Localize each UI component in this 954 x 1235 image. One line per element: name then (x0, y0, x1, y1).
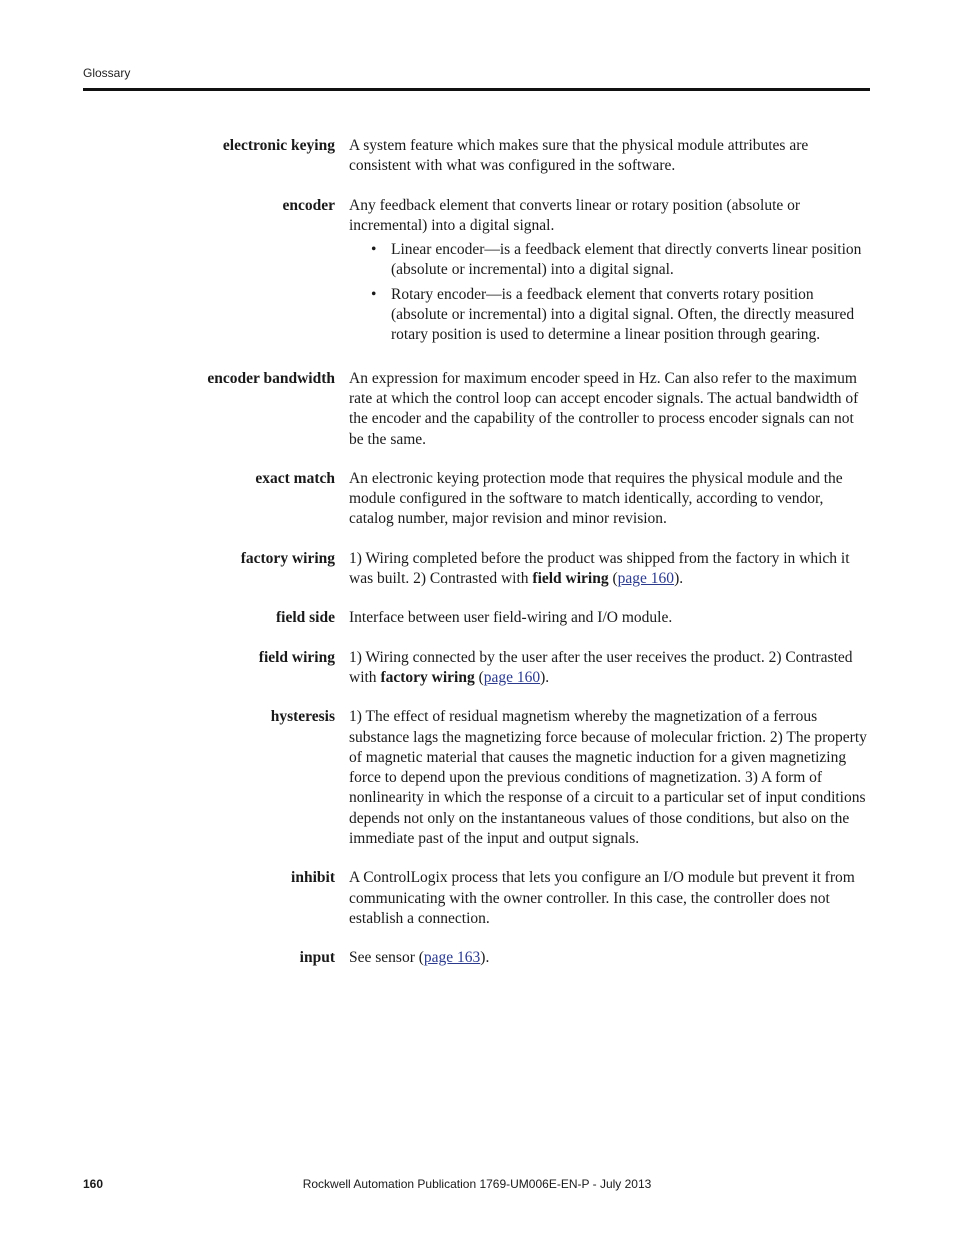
definition-text (349, 648, 870, 689)
definition (349, 369, 870, 450)
page-link[interactable]: page 163 (423, 949, 481, 967)
glossary-entry-encoder (83, 196, 870, 350)
definition-text: 1) The effect of residual magnetism whereby the magnetization of a ferrous substance lags the magnetizing force because of molecular friction. 2) The property of magnetic material that causes the magnetic induction for a given magnetizing force to depend upon the previous conditions of magnetization. 3) A form of nonlinearity in which the response of a circuit to a particular set of input conditions depends not only on the instantaneous values of those conditions, but also on the immediate past of the input and output signals. (349, 708, 867, 848)
glossary-entry-exact-match (83, 469, 870, 530)
header-rule (83, 88, 870, 91)
paren-close: ). (540, 668, 550, 686)
cross-reference-term: field wiring (532, 570, 609, 588)
glossary-entry-factory-wiring (83, 549, 870, 590)
page-link[interactable]: page 160 (617, 570, 675, 588)
term: input (299, 949, 335, 967)
glossary-entry-encoder-bandwidth (83, 369, 870, 450)
term: encoder bandwidth (207, 369, 335, 387)
definition-text-start: 1) Wiring completed before the product was shipped from the factory in which it was built. 2) Contrasted with (349, 549, 850, 588)
term: hysteresis (270, 708, 335, 726)
definition-text: A system feature which makes sure that the physical module attributes are consistent with what was configured in the software. (349, 137, 809, 175)
definition-text (349, 549, 870, 590)
definition (349, 469, 870, 530)
glossary-entry-electronic-keying (83, 136, 870, 177)
definition (349, 868, 870, 929)
term: electronic keying (222, 137, 335, 154)
term: exact match (255, 469, 335, 487)
definition-text-start: 1) Wiring connected by the user after the user receives the product. 2) Contrasted with (349, 648, 853, 686)
list-item: • Linear encoder—is a feedback element that directly converts linear position (absolute or incremental) into a digital signal. (349, 240, 870, 281)
definition-text (349, 948, 870, 968)
definition-text-start: See sensor ( (349, 949, 424, 967)
bullet-list (349, 240, 870, 345)
definition-text: Interface between user field-wiring and I/O module. (349, 609, 673, 627)
definition (349, 948, 870, 968)
definition (349, 648, 870, 689)
term: field side (276, 609, 335, 627)
definition-text: Any feedback element that converts linear or rotary position (absolute or incremental) into a digital signal. (349, 196, 801, 234)
glossary-entry-inhibit (83, 868, 870, 929)
glossary-entry-input (83, 948, 870, 968)
page-number: 160 (83, 1177, 104, 1191)
paren-close: ). (480, 949, 490, 967)
glossary-entry-field-side (83, 608, 870, 628)
publication-info: Rockwell Automation Publication 1769-UM006E-EN-P - July 2013 (302, 1177, 652, 1191)
definition-text: An expression for maximum encoder speed in Hz. Can also refer to the maximum rate at which the control loop can accept encoder signals. The actual bandwidth of the encoder and the capability of the controller to process encoder signals can not be the same. (349, 369, 859, 448)
term: field wiring (258, 648, 335, 666)
definition (349, 707, 870, 849)
definition (349, 136, 870, 177)
definition (349, 549, 870, 590)
term: inhibit (291, 869, 335, 887)
term: factory wiring (240, 549, 335, 567)
cross-reference-term: factory wiring (380, 668, 475, 686)
paren-close: ). (674, 570, 684, 588)
term: encoder (282, 196, 335, 214)
definition-text: A ControlLogix process that lets you configure an I/O module but prevent it from communicating with the owner controller. In this case, the controller does not establish a connection. (349, 869, 855, 927)
definition (349, 196, 870, 350)
list-item: • Rotary encoder—is a feedback element that converts rotary position (absolute or incremental) into a digital signal. Often, the directly measured rotary position is used to determine a linear position through gearing. (349, 285, 870, 346)
running-header: Glossary (83, 66, 131, 80)
definition-text: An electronic keying protection mode that requires the physical module and the module configured in the software to match identically, according to vendor, catalog number, major revision and minor revision. (349, 469, 843, 528)
paren-open: ( (608, 570, 618, 588)
page-link[interactable]: page 160 (483, 668, 541, 686)
definition (349, 608, 870, 628)
glossary-entry-field-wiring (83, 648, 870, 689)
paren-open: ( (474, 668, 484, 686)
glossary-entry-hysteresis (83, 707, 870, 849)
glossary-list (83, 136, 870, 988)
